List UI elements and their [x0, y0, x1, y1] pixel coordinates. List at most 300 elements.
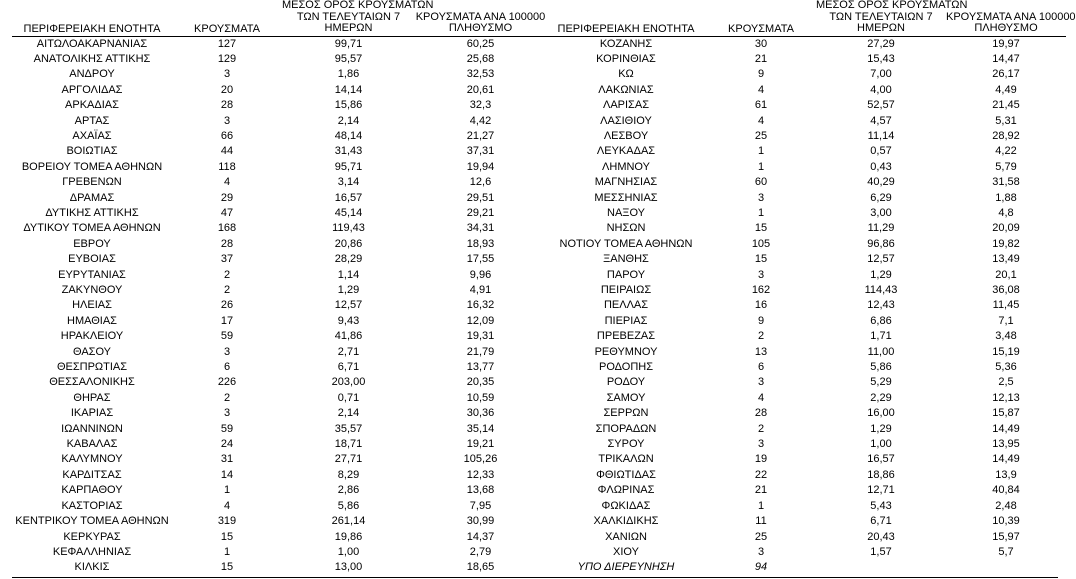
- cases-cell: 127: [217, 37, 237, 50]
- cases-cell: 4: [757, 114, 765, 127]
- avg-7day-cell: 11,29: [867, 222, 895, 235]
- per-100k-cell: 29,51: [466, 191, 495, 204]
- cases-cell: 28: [754, 407, 768, 420]
- avg-7day-cell: 5,86: [337, 499, 360, 512]
- table-row: [12, 468, 546, 483]
- table-row: [12, 530, 546, 545]
- table-row: [546, 206, 1066, 221]
- table-row: [546, 129, 1066, 144]
- region-cell: ΘΗΡΑΣ: [73, 391, 111, 404]
- cases-cell: 4: [757, 391, 765, 404]
- avg-header-line2: ΤΩΝ ΤΕΛΕΥΤΑΙΩΝ 7: [296, 10, 401, 23]
- region-cell: ΗΛΕΙΑΣ: [72, 299, 112, 312]
- avg-7day-cell: 41,86: [334, 330, 363, 343]
- avg-7day-cell: 28,29: [334, 253, 363, 266]
- per-100k-cell: 20,09: [992, 222, 1020, 235]
- table-row: [12, 114, 546, 129]
- cases-cell: 19: [754, 453, 768, 466]
- cases-cell: 15: [220, 561, 234, 574]
- avg-7day-cell: 261,14: [331, 515, 366, 528]
- per-100k-cell: 12,33: [466, 468, 495, 481]
- table-row: [12, 406, 546, 421]
- avg-7day-cell: 16,00: [867, 407, 895, 420]
- cases-cell: 3: [757, 376, 765, 389]
- cases-cell: 13: [754, 345, 768, 358]
- table-row: [546, 375, 1066, 390]
- region-cell: ΙΚΑΡΙΑΣ: [70, 407, 114, 420]
- cases-cell: 15: [754, 222, 768, 235]
- cases-cell: 25: [754, 129, 768, 142]
- table-row: [546, 452, 1066, 467]
- region-cell: ΑΡΚΑΔΙΑΣ: [65, 99, 119, 112]
- left-cases-table: [12, 0, 546, 576]
- region-cell: ΧΑΝΙΩΝ: [605, 530, 647, 543]
- table-row: [546, 237, 1066, 252]
- table-row: [12, 345, 546, 360]
- per-100k-cell: 28,92: [992, 129, 1020, 142]
- per-100k-cell: 2,5: [998, 376, 1014, 389]
- avg-7day-cell: 12,43: [867, 299, 895, 312]
- avg-7day-cell: 4,57: [870, 114, 892, 127]
- region-cell: ΔΥΤΙΚΗΣ ΑΤΤΙΚΗΣ: [45, 206, 139, 219]
- table-row: [12, 52, 546, 67]
- region-cell: ΑΙΤΩΛΟΑΚΑΡΝΑΝΙΑΣ: [36, 37, 148, 50]
- region-cell: ΣΠΟΡΑΔΩΝ: [595, 422, 657, 435]
- avg-7day-cell: 0,43: [870, 160, 892, 173]
- region-cell: ΘΕΣΣΑΛΟΝΙΚΗΣ: [49, 376, 135, 389]
- table-row: [546, 314, 1066, 329]
- table-row: [12, 175, 546, 190]
- per-100k-cell: 25,68: [466, 52, 495, 65]
- avg-7day-cell: 1,71: [870, 330, 892, 343]
- table-row: [546, 545, 1066, 560]
- cases-cell: 226: [217, 376, 237, 389]
- table-row: [546, 406, 1066, 421]
- avg-7day-cell: 8,29: [337, 468, 360, 481]
- table-row: [12, 283, 546, 298]
- table-row: [12, 144, 546, 159]
- per-100k-cell: 21,79: [466, 345, 495, 358]
- per-100k-cell: 13,9: [995, 468, 1017, 481]
- investigation-row: [546, 560, 1066, 575]
- region-cell: ΠΑΡΟΥ: [606, 268, 646, 281]
- table-row: [12, 375, 546, 390]
- avg-7day-cell: 14,14: [334, 83, 363, 96]
- region-cell: ΠΡΕΒΕΖΑΣ: [596, 330, 656, 343]
- per-100k-cell: 19,21: [466, 438, 495, 451]
- table-row: [12, 560, 546, 575]
- per-100k-cell: 1,88: [995, 191, 1017, 204]
- region-cell: ΣΑΜΟΥ: [606, 391, 646, 404]
- per-100k-cell: 12,13: [992, 391, 1020, 404]
- region-cell: ΑΝΔΡΟΥ: [69, 68, 115, 81]
- per-100k-cell: 12,09: [466, 314, 495, 327]
- avg-7day-cell: 15,86: [334, 99, 363, 112]
- cases-cell: 2: [757, 422, 765, 435]
- avg-7day-cell: 3,00: [870, 206, 892, 219]
- cases-cell: 1: [757, 206, 765, 219]
- left-header-row: [12, 0, 546, 36]
- region-header: ΠΕΡΙΦΕΡΕΙΑΚΗ ΕΝΟΤΗΤΑ: [546, 0, 706, 36]
- cases-cell: 2: [223, 284, 231, 296]
- table-row: [12, 298, 546, 313]
- table-row: [12, 160, 546, 175]
- cases-cell: 22: [754, 468, 768, 481]
- table-row: [12, 545, 546, 560]
- table-row: [12, 452, 546, 467]
- cases-header: ΚΡΟΥΣΜΑΤΑ: [706, 0, 816, 36]
- cases-cell: 28: [220, 237, 234, 250]
- avg-7day-cell: 2,14: [337, 407, 360, 420]
- region-cell: ΙΩΑΝΝΙΝΩΝ: [61, 422, 123, 435]
- empty-cell: [816, 560, 946, 575]
- per-100k-cell: 3,48: [995, 330, 1017, 343]
- cases-cell: 3: [757, 545, 765, 558]
- table-row: [546, 221, 1066, 236]
- avg-7day-cell: 96,86: [867, 237, 895, 250]
- region-cell: ΛΑΡΙΣΑΣ: [602, 99, 649, 112]
- avg-7day-header: [816, 0, 968, 36]
- per-100k-cell: 14,49: [992, 422, 1020, 435]
- table-row: [12, 191, 546, 206]
- table-row: [546, 468, 1066, 483]
- cases-cell: 9: [757, 68, 765, 81]
- avg-header-line1: ΜΕΣΟΣ ΟΡΟΣ ΚΡΟΥΣΜΑΤΩΝ: [282, 0, 434, 11]
- cases-cell: 59: [220, 330, 234, 343]
- investigation-cases: 94: [754, 561, 768, 574]
- avg-7day-cell: 18,86: [867, 468, 895, 481]
- table-row: [546, 114, 1066, 129]
- per-100k-cell: 13,77: [466, 361, 495, 374]
- cases-cell: 6: [223, 361, 231, 374]
- table-row: [546, 175, 1066, 190]
- table-row: [12, 98, 546, 113]
- per-100k-cell: 11,45: [992, 299, 1020, 312]
- cases-cell: 2: [223, 391, 231, 404]
- region-cell: ΜΑΓΝΗΣΙΑΣ: [594, 176, 658, 189]
- region-cell: ΘΕΣΠΡΩΤΙΑΣ: [56, 361, 128, 374]
- table-row: [546, 360, 1066, 375]
- region-cell: ΚΑΡΔΙΤΣΑΣ: [62, 468, 122, 481]
- cases-header: ΚΡΟΥΣΜΑΤΑ: [172, 0, 282, 36]
- per-100k-cell: 34,31: [466, 222, 495, 235]
- right-header-row: [546, 0, 1066, 36]
- table-row: [546, 499, 1066, 514]
- avg-7day-cell: 12,57: [867, 253, 895, 266]
- table-row: [546, 52, 1066, 67]
- per-100k-cell: 19,94: [466, 160, 495, 173]
- avg-header-line2: ΤΩΝ ΤΕΛΕΥΤΑΙΩΝ 7: [829, 10, 933, 23]
- region-cell: ΘΑΣΟΥ: [72, 345, 112, 358]
- per-100k-cell: 13,95: [992, 438, 1020, 451]
- cases-cell: 29: [220, 191, 234, 204]
- avg-7day-cell: 6,71: [870, 515, 892, 528]
- avg-7day-cell: 52,57: [867, 99, 895, 112]
- table-row: [12, 314, 546, 329]
- table-row: [546, 268, 1066, 283]
- cases-cell: 4: [223, 176, 231, 189]
- avg-7day-cell: 2,14: [337, 114, 360, 127]
- per-100k-cell: 4,91: [469, 284, 492, 296]
- per-100k-cell: 20,35: [466, 376, 495, 389]
- per-100k-cell: 4,22: [995, 145, 1017, 158]
- cases-cell: 37: [220, 253, 234, 266]
- avg-7day-cell: 2,71: [337, 345, 360, 358]
- region-cell: ΕΥΒΟΙΑΣ: [68, 253, 116, 266]
- cases-cell: 3: [757, 438, 765, 451]
- per-100k-cell: 30,99: [466, 515, 495, 528]
- region-cell: ΜΕΣΣΗΝΙΑΣ: [594, 191, 658, 204]
- per-100k-cell: 12,6: [469, 176, 492, 189]
- cases-cell: 1: [757, 499, 765, 512]
- per-100k-cell: 31,58: [992, 176, 1020, 189]
- cases-cell: 3: [223, 345, 231, 358]
- region-cell: ΔΡΑΜΑΣ: [69, 191, 115, 204]
- region-cell: ΑΧΑΪΑΣ: [72, 129, 112, 142]
- avg-7day-cell: 1,57: [870, 545, 892, 558]
- avg-7day-cell: 99,71: [334, 37, 363, 50]
- region-cell: ΠΕΙΡΑΙΩΣ: [600, 284, 652, 296]
- region-cell: ΞΑΝΘΗΣ: [603, 253, 649, 266]
- region-cell: ΧΑΛΚΙΔΙΚΗΣ: [593, 515, 659, 528]
- avg-7day-cell: 6,86: [870, 314, 892, 327]
- cases-cell: 25: [754, 530, 768, 543]
- table-row: [546, 283, 1066, 298]
- region-cell: ΒΟΡΕΙΟΥ ΤΟΜΕΑ ΑΘΗΝΩΝ: [21, 160, 163, 173]
- per-100k-cell: 37,31: [466, 145, 495, 158]
- per-100k-cell: 5,36: [995, 361, 1017, 374]
- per-100k-header: [415, 0, 546, 36]
- avg-header-line1: ΜΕΣΟΣ ΟΡΟΣ ΚΡΟΥΣΜΑΤΩΝ: [816, 0, 968, 11]
- per-100k-cell: 19,31: [466, 330, 495, 343]
- cases-cell: 1: [223, 484, 231, 497]
- cases-cell: 11: [755, 515, 767, 528]
- per-100k-cell: 5,7: [998, 545, 1014, 558]
- per-100k-cell: 10,59: [466, 391, 495, 404]
- per-100k-cell: 20,1: [995, 268, 1017, 281]
- per-header-line1: ΚΡΟΥΣΜΑΤΑ ΑΝΑ 100000: [415, 10, 546, 23]
- avg-7day-cell: 20,43: [867, 530, 895, 543]
- avg-7day-cell: 1,29: [337, 284, 360, 296]
- per-100k-cell: 19,97: [992, 37, 1020, 50]
- table-row: [546, 298, 1066, 313]
- cases-cell: 59: [220, 422, 234, 435]
- cases-cell: 15: [220, 530, 234, 543]
- cases-cell: 14: [220, 468, 234, 481]
- cases-cell: 61: [754, 99, 768, 112]
- cases-cell: 162: [751, 284, 771, 296]
- cases-cell: 3: [757, 191, 765, 204]
- avg-7day-cell: 1,14: [337, 268, 360, 281]
- avg-7day-cell: 6,71: [337, 361, 360, 374]
- avg-7day-cell: 12,71: [867, 484, 895, 497]
- region-cell: ΗΜΑΘΙΑΣ: [67, 314, 117, 327]
- per-100k-cell: 2,79: [469, 545, 492, 558]
- cases-cell: 15: [754, 253, 768, 266]
- per-100k-cell: 5,79: [995, 160, 1017, 173]
- cases-cell: 21: [754, 484, 768, 497]
- table-row: [546, 252, 1066, 267]
- avg-7day-header: [282, 0, 434, 36]
- per-100k-cell: 32,53: [466, 68, 495, 81]
- cases-cell: 26: [220, 299, 234, 312]
- per-100k-cell: 40,84: [992, 484, 1020, 497]
- region-cell: ΚΟΡΙΝΘΙΑΣ: [596, 52, 656, 65]
- per-100k-cell: 7,1: [998, 314, 1014, 327]
- region-cell: ΒΟΙΩΤΙΑΣ: [66, 145, 118, 158]
- region-cell: ΦΘΙΩΤΙΔΑΣ: [596, 468, 656, 481]
- region-cell: ΤΡΙΚΑΛΩΝ: [598, 453, 654, 466]
- region-cell: ΛΕΣΒΟΥ: [603, 129, 649, 142]
- per-100k-cell: 29,21: [466, 206, 495, 219]
- per-100k-cell: 60,25: [466, 37, 495, 50]
- table-row: [12, 83, 546, 98]
- per-100k-cell: 18,65: [466, 561, 495, 574]
- region-cell: ΝΑΞΟΥ: [607, 206, 645, 219]
- per-100k-cell: 4,8: [998, 206, 1014, 219]
- avg-7day-cell: 5,86: [870, 361, 892, 374]
- avg-7day-cell: 3,14: [337, 176, 360, 189]
- per-100k-cell: 32,3: [469, 99, 492, 112]
- cases-cell: 47: [220, 206, 234, 219]
- cases-cell: 3: [223, 114, 231, 127]
- per-100k-cell: 14,37: [466, 530, 495, 543]
- region-cell: ΚΕΡΚΥΡΑΣ: [63, 530, 121, 543]
- table-row: [12, 422, 546, 437]
- per-100k-cell: 30,36: [466, 407, 495, 420]
- avg-7day-cell: 11,14: [867, 129, 895, 142]
- cases-cell: 4: [757, 83, 765, 96]
- avg-7day-cell: 2,29: [870, 391, 892, 404]
- cases-cell: 168: [217, 222, 237, 235]
- avg-7day-cell: 5,29: [870, 376, 892, 389]
- table-row: [546, 160, 1066, 175]
- avg-7day-cell: 27,71: [334, 453, 363, 466]
- avg-7day-cell: 27,29: [867, 37, 895, 50]
- cases-cell: 105: [751, 237, 771, 250]
- investigation-label: ΥΠΟ ΔΙΕΡΕΥΝΗΣΗ: [577, 561, 675, 574]
- per-100k-cell: 5,31: [995, 114, 1017, 127]
- region-cell: ΔΥΤΙΚΟΥ ΤΟΜΕΑ ΑΘΗΝΩΝ: [23, 222, 161, 235]
- cases-cell: 319: [217, 515, 237, 528]
- per-100k-cell: 13,68: [466, 484, 495, 497]
- avg-7day-cell: 1,86: [337, 68, 360, 81]
- avg-7day-cell: 95,57: [334, 52, 363, 65]
- per-100k-cell: 18,93: [466, 237, 495, 250]
- table-row: [546, 329, 1066, 344]
- per-100k-cell: 4,42: [469, 114, 492, 127]
- table-row: [546, 144, 1066, 159]
- region-cell: ΡΟΔΟΠΗΣ: [598, 361, 654, 374]
- per-100k-cell: 2,48: [995, 499, 1017, 512]
- region-cell: ΖΑΚΥΝΘΟΥ: [61, 284, 123, 296]
- avg-7day-cell: 119,43: [332, 222, 365, 235]
- cases-cell: 129: [217, 52, 237, 65]
- table-row: [12, 499, 546, 514]
- region-cell: ΕΥΡΥΤΑΝΙΑΣ: [58, 268, 126, 281]
- avg-header-line3: ΗΜΕΡΩΝ: [324, 22, 373, 34]
- cases-cell: 60: [754, 176, 768, 189]
- cases-cell: 44: [220, 145, 234, 158]
- per-100k-cell: 15,97: [992, 530, 1020, 543]
- region-cell: ΚΟΖΑΝΗΣ: [599, 37, 653, 50]
- region-cell: ΠΕΛΛΑΣ: [603, 299, 649, 312]
- region-cell: ΝΟΤΙΟΥ ΤΟΜΕΑ ΑΘΗΝΩΝ: [559, 237, 693, 250]
- region-cell: ΑΡΓΟΛΙΔΑΣ: [61, 83, 123, 96]
- region-cell: ΗΡΑΚΛΕΙΟΥ: [60, 330, 124, 343]
- per-100k-cell: 26,17: [992, 68, 1020, 81]
- cases-cell: 17: [220, 314, 234, 327]
- avg-7day-cell: 9,43: [337, 314, 360, 327]
- region-cell: ΣΥΡΟΥ: [607, 438, 645, 451]
- table-row: [546, 391, 1066, 406]
- per-100k-cell: 21,45: [992, 99, 1020, 112]
- table-row: [12, 237, 546, 252]
- region-cell: ΛΕΥΚΑΔΑΣ: [596, 145, 656, 158]
- region-cell: ΚΕΝΤΡΙΚΟΥ ΤΟΜΕΑ ΑΘΗΝΩΝ: [15, 515, 169, 528]
- avg-7day-cell: 48,14: [334, 129, 363, 142]
- avg-7day-cell: 31,43: [334, 145, 363, 158]
- avg-7day-cell: 0,71: [337, 391, 360, 404]
- avg-7day-cell: 1,00: [337, 545, 360, 558]
- table-row: [12, 391, 546, 406]
- avg-7day-cell: 45,14: [334, 206, 363, 219]
- avg-7day-cell: 19,86: [334, 530, 363, 543]
- cases-cell: 3: [757, 268, 765, 281]
- cases-cell: 66: [220, 129, 234, 142]
- per-100k-cell: 7,95: [469, 499, 492, 512]
- table-row: [12, 360, 546, 375]
- region-cell: ΣΕΡΡΩΝ: [603, 407, 649, 420]
- per-100k-cell: 13,49: [992, 253, 1020, 266]
- region-cell: ΡΕΘΥΜΝΟΥ: [594, 345, 658, 358]
- cases-cell: 28: [220, 99, 234, 112]
- cases-cell: 118: [218, 160, 236, 173]
- avg-7day-cell: 1,29: [870, 268, 892, 281]
- table-row: [546, 345, 1066, 360]
- region-cell: ΕΒΡΟΥ: [73, 237, 111, 250]
- cases-cell: 6: [757, 361, 765, 374]
- cases-cell: 16: [754, 299, 768, 312]
- cases-cell: 3: [223, 407, 231, 420]
- table-row: [12, 252, 546, 267]
- avg-7day-cell: 40,29: [867, 176, 895, 189]
- cases-cell: 20: [220, 83, 234, 96]
- avg-7day-cell: 7,00: [870, 68, 892, 81]
- region-cell: ΚΑΡΠΑΘΟΥ: [61, 484, 123, 497]
- table-row: [546, 437, 1066, 452]
- table-row: [546, 67, 1066, 82]
- avg-header-line3: ΗΜΕΡΩΝ: [857, 22, 905, 34]
- table-row: [12, 221, 546, 236]
- per-100k-cell: 20,61: [466, 83, 495, 96]
- avg-7day-cell: 114,43: [864, 284, 898, 296]
- region-cell: ΝΗΣΩΝ: [606, 222, 646, 235]
- table-row: [12, 36, 546, 52]
- avg-7day-cell: 5,43: [870, 499, 892, 512]
- per-100k-cell: 105,26: [463, 453, 498, 466]
- table-row: [12, 329, 546, 344]
- per-100k-cell: 21,27: [466, 129, 495, 142]
- table-row: [12, 514, 546, 529]
- per-100k-cell: 16,32: [466, 299, 495, 312]
- table-bottom-rule: [12, 577, 1058, 578]
- region-cell: ΚΑΛΥΜΝΟΥ: [61, 453, 123, 466]
- empty-cell: [946, 560, 1066, 575]
- per-100k-cell: 14,47: [992, 52, 1020, 65]
- avg-7day-cell: 35,57: [334, 422, 363, 435]
- region-cell: ΛΗΜΝΟΥ: [602, 160, 650, 173]
